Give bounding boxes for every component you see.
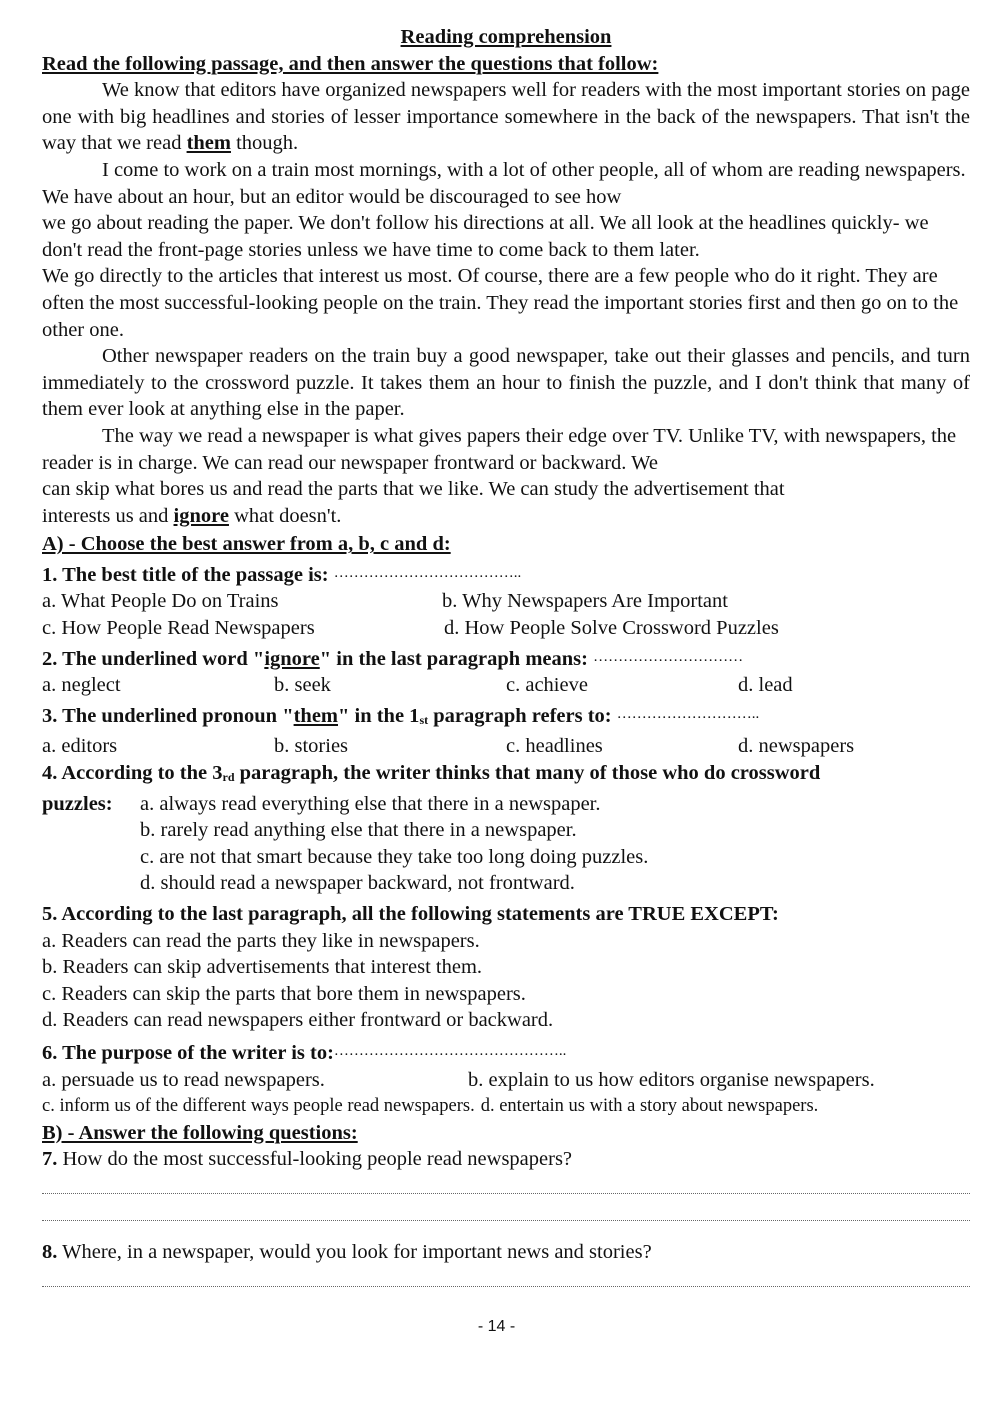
q2-option-c[interactable]: c. achieve bbox=[506, 674, 588, 697]
q6-options-row2 bbox=[42, 1093, 970, 1120]
underlined-ignore: ignore bbox=[173, 504, 229, 527]
q2-option-b[interactable]: b. seek bbox=[274, 674, 331, 697]
q6-option-d[interactable]: d. entertain us with a story about newspapers. bbox=[480, 1096, 819, 1117]
q1-option-c[interactable]: c. How People Read Newspapers bbox=[42, 617, 315, 640]
question-7: 7. How do the most successful-looking people read newspapers? bbox=[42, 1148, 573, 1171]
q5-option-a[interactable]: a. Readers can read the parts they like in newspapers. bbox=[42, 929, 480, 952]
q6-option-a[interactable]: a. persuade us to read newspapers. bbox=[42, 1068, 325, 1091]
q3-option-d[interactable]: d. newspapers bbox=[738, 735, 855, 758]
q1-option-d[interactable]: d. How People Solve Crossword Puzzles bbox=[444, 617, 779, 640]
q3-options bbox=[42, 733, 970, 760]
q4-option-d[interactable]: d. should read a newspaper backward, not frontward. bbox=[140, 872, 575, 895]
q5-option-b[interactable]: b. Readers can skip advertisements that interest them. bbox=[42, 956, 483, 979]
q6-options-row1 bbox=[42, 1067, 970, 1094]
paragraph-4: The way we read a newspaper is what gives papers their edge over TV. Unlike TV, with newspapers, the reader is in charge. We can read our newspaper frontward or backward. We can skip what bores us and read the parts that we like. We can study the advertisement that interests us and ignore what doesn't. bbox=[42, 424, 957, 527]
q3-option-a[interactable]: a. editors bbox=[42, 735, 118, 758]
instruction: Read the following passage, and then answer the questions that follow: bbox=[42, 52, 659, 75]
section-a-heading: A) - Choose the best answer from a, b, c and d: bbox=[42, 533, 451, 556]
question-2: 2. The underlined word "ignore" in the last paragraph means: ………………………… bbox=[42, 647, 744, 670]
question-6: 6. The purpose of the writer is to:……………………………………….. bbox=[42, 1041, 567, 1064]
q1-option-a[interactable]: a. What People Do on Trains bbox=[42, 590, 279, 613]
question-1: 1. The best title of the passage is: ……………………………….. bbox=[42, 563, 522, 586]
question-8: 8. Where, in a newspaper, would you look for important news and stories? bbox=[42, 1240, 652, 1263]
q1-options-row2 bbox=[42, 615, 970, 642]
paragraph-2: I come to work on a train most mornings, with a lot of other people, all of whom are reading newspapers. We have about an hour, but an editor would be discouraged to see how we go about reading the paper. We don't follow his directions at all. We all look at the headlines quickly- we don't read the front-page stories unless we have time to come back to them later. We go directly to the articles that interest us most. Of course, there are a few people who do it right. They are often the most successful-looking people on the train. They read the important stories first and then go on to the other one. bbox=[42, 158, 966, 341]
q1-option-b[interactable]: b. Why Newspapers Are Important bbox=[442, 590, 728, 613]
q4-option-a[interactable]: a. always read everything else that there in a newspaper. bbox=[140, 792, 601, 815]
q6-option-b[interactable]: b. explain to us how editors organise newspapers. bbox=[468, 1068, 875, 1091]
q3-option-c[interactable]: c. headlines bbox=[506, 735, 603, 758]
question-4: 4. According to the $3_{rd}$ paragraph, the writer thinks that many of those who do crossword bbox=[42, 762, 821, 785]
q5-option-c[interactable]: c. Readers can skip the parts that bore them in newspapers. bbox=[42, 982, 526, 1005]
q3-option-b[interactable]: b. stories bbox=[274, 735, 349, 758]
paragraph-1: We know that editors have organized newspapers well for readers with the most important stories on page one with big headlines and stories of lesser importance somewhere in the back of the newspapers. That isn't the way that we read them though. bbox=[42, 79, 970, 155]
paragraph-3: Other newspaper readers on the train buy a good newspaper, take out their glasses and pencils, and turn immediately to the crossword puzzle. It takes them an hour to finish the puzzle, and I don't think that many of them ever look at anything else in the paper. bbox=[42, 345, 970, 421]
q2-word: ignore bbox=[264, 647, 320, 670]
q5-option-d[interactable]: d. Readers can read newspapers either frontward or backward. bbox=[42, 1009, 554, 1032]
page-number: - 14 - bbox=[477, 1318, 516, 1335]
q4-option-a-row bbox=[42, 791, 970, 818]
worksheet-page bbox=[42, 24, 970, 1301]
answer-line-7a[interactable] bbox=[42, 1181, 970, 1194]
q6-option-c[interactable]: c. inform us of the different ways people read newspapers. bbox=[42, 1096, 475, 1117]
question-3: 3. The underlined pronoun "them" in the $1_{st}$ paragraph refers to: ……………………….. bbox=[42, 704, 760, 727]
underlined-them: them bbox=[186, 132, 231, 155]
page-title: Reading comprehension bbox=[400, 26, 612, 48]
q4-lead: puzzles: bbox=[42, 792, 113, 815]
q4-option-b[interactable]: b. rarely read anything else that there in a newspaper. bbox=[140, 819, 577, 842]
q1-options-row1 bbox=[42, 588, 970, 615]
question-5: 5. According to the last paragraph, all the following statements are TRUE EXCEPT: bbox=[42, 903, 779, 925]
q4-option-c[interactable]: c. are not that smart because they take too long doing puzzles. bbox=[140, 845, 649, 868]
q2-options bbox=[42, 672, 970, 699]
answer-line-7b[interactable] bbox=[42, 1208, 970, 1221]
q2-option-a[interactable]: a. neglect bbox=[42, 674, 121, 697]
section-b-heading: B) - Answer the following questions: bbox=[42, 1121, 358, 1144]
q3-word: them bbox=[293, 704, 338, 727]
answer-line-8[interactable] bbox=[42, 1274, 970, 1287]
q2-option-d[interactable]: d. lead bbox=[738, 674, 793, 697]
